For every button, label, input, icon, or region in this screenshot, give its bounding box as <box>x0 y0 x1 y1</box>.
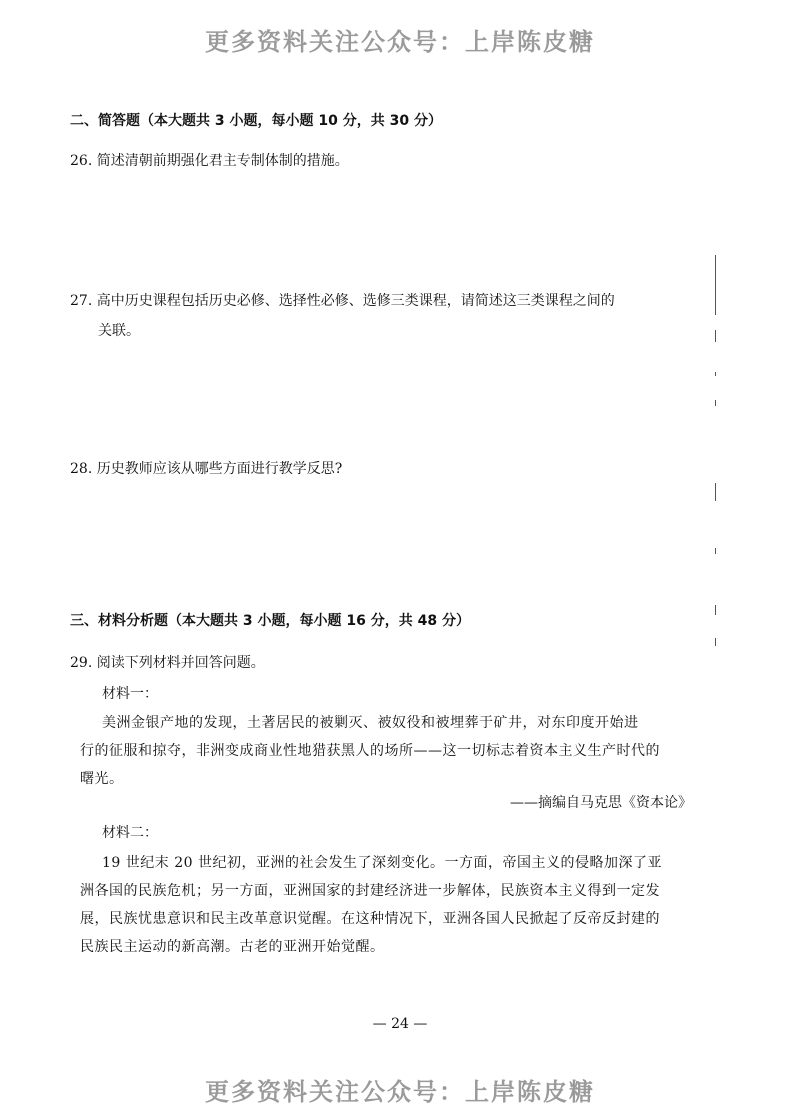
question-29-intro: 29. 阅读下列材料并回答问题。 <box>70 655 265 671</box>
scan-edge-mark <box>715 330 716 342</box>
material-2-label: 材料二： <box>102 825 158 841</box>
question-27-line-2: 关联。 <box>98 323 140 339</box>
scan-edge-mark <box>715 400 716 406</box>
material-2-line-1: 19 世纪末 20 世纪初，亚洲的社会发生了深刻变化。一方面，帝国主义的侵略加深了亚 <box>102 855 662 871</box>
scan-edge-mark <box>715 483 716 501</box>
material-1-line-2: 行的征服和掠夺，非洲变成商业性地猎获黑人的场所——这一切标志着资本主义生产时代的 <box>80 743 660 759</box>
question-27-line-1: 27. 高中历史课程包括历史必修、选择性必修、选修三类课程，请简述这三类课程之间的 <box>70 293 615 309</box>
scan-edge-mark <box>715 372 716 376</box>
material-1-line-1: 美洲金银产地的发现，土著居民的被剿灭、被奴役和被埋葬于矿井，对东印度开始进 <box>102 715 639 731</box>
material-1-line-3: 曙光。 <box>80 771 124 787</box>
material-1-label: 材料一： <box>102 686 158 702</box>
section-3-title: 三、材料分析题（本大题共 3 小题，每小题 16 分，共 48 分） <box>70 613 470 629</box>
question-28: 28. 历史教师应该从哪些方面进行教学反思? <box>70 461 343 477</box>
scan-edge-mark <box>715 638 716 646</box>
watermark-bottom: 更多资料关注公众号：上岸陈皮糖 <box>205 1078 595 1106</box>
material-2-line-2: 洲各国的民族危机；另一方面，亚洲国家的封建经济进一步解体，民族资本主义得到一定发 <box>80 883 660 899</box>
scan-edge-mark <box>715 255 716 315</box>
material-2-line-4: 民族民主运动的新高潮。古老的亚洲开始觉醒。 <box>80 939 385 955</box>
watermark-top: 更多资料关注公众号：上岸陈皮糖 <box>205 28 595 56</box>
material-1-source: ——摘编自马克思《资本论》 <box>510 795 692 811</box>
question-26: 26. 简述清朝前期强化君主专制体制的措施。 <box>70 153 349 169</box>
scan-edge-mark <box>715 548 716 554</box>
material-2-line-3: 展，民族忧患意识和民主改革意识觉醒。在这种情况下，亚洲各国人民掀起了反帝反封建的 <box>80 911 660 927</box>
page-number: — 24 — <box>372 1016 428 1032</box>
section-2-title: 二、简答题（本大题共 3 小题，每小题 10 分，共 30 分） <box>70 113 442 129</box>
scan-edge-mark <box>715 605 716 615</box>
